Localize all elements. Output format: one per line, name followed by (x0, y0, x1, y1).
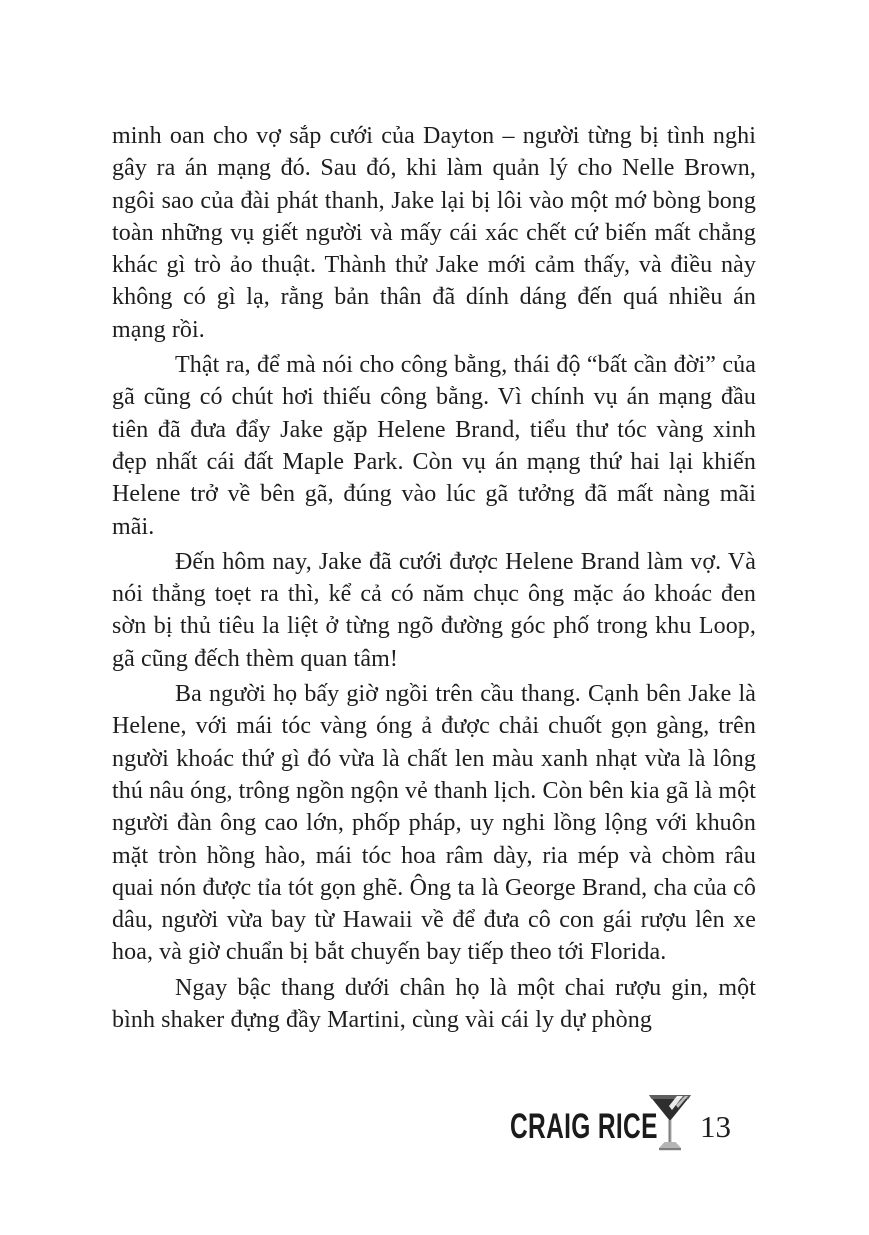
paragraph: Ngay bậc thang dưới chân họ là một chai rượu gin, một bình shaker đựng đầy Martini, cùng vài cái ly dự phòng (112, 974, 756, 1034)
running-footer-author: CRAIG RICE (510, 1107, 658, 1146)
running-footer-author-wrap (510, 1107, 658, 1146)
paragraph: Thật ra, để mà nói cho công bằng, thái độ “bất cần đời” của gã cũng có chút hơi thiếu công bằng. Vì chính vụ án mạng đầu tiên đã đưa đẩy Jake gặp Helene Brand, tiểu thư tóc vàng xinh đẹp nhất cái đất Maple Park. Còn vụ án mạng thứ hai lại khiến Helene trở về bên gã, đúng vào lúc gã tưởng đã mất nàng mãi mãi. (112, 352, 756, 540)
page-footer (510, 1092, 731, 1154)
paragraph: Đến hôm nay, Jake đã cưới được Helene Brand làm vợ. Và nói thẳng toẹt ra thì, kể cả có năm chục ông mặc áo khoác đen sờn bị thủ tiêu la liệt ở từng ngõ đường góc phố trong khu Loop, gã cũng đếch thèm quan tâm! (112, 548, 756, 672)
paragraph: minh oan cho vợ sắp cưới của Dayton – người từng bị tình nghi gây ra án mạng đó. Sau đó, khi làm quản lý cho Nelle Brown, ngôi sao của đài phát thanh, Jake lại bị lôi vào một mớ bòng bong toàn những vụ giết người và mấy cái xác chết cứ biến mất chẳng khác gì trò ảo thuật. Thành thử Jake mới cảm thấy, và điều này không có gì lạ, rằng bản thân đã dính dáng đến quá nhiều án mạng rồi. (112, 123, 756, 343)
body-text (112, 120, 756, 1039)
paragraph: Ba người họ bấy giờ ngồi trên cầu thang. Cạnh bên Jake là Helene, với mái tóc vàng óng ả được chải chuốt gọn gàng, trên người khoác thứ gì đó vừa là chất len màu xanh nhạt vừa là lông thú nâu óng, trông ngồn ngộn vẻ thanh lịch. Còn bên kia gã là một người đàn ông cao lớn, phốp pháp, uy nghi lồng lộng với khuôn mặt tròn hồng hào, mái tóc hoa râm dày, ria mép và chòm râu quai nón được tỉa tót gọn ghẽ. Ông ta là George Brand, cha của cô dâu, người vừa bay từ Hawaii về để đưa cô con gái rượu lên xe hoa, và giờ chuẩn bị bắt chuyến bay tiếp theo tới Florida. (112, 681, 756, 966)
page-number: 13 (700, 1109, 731, 1144)
